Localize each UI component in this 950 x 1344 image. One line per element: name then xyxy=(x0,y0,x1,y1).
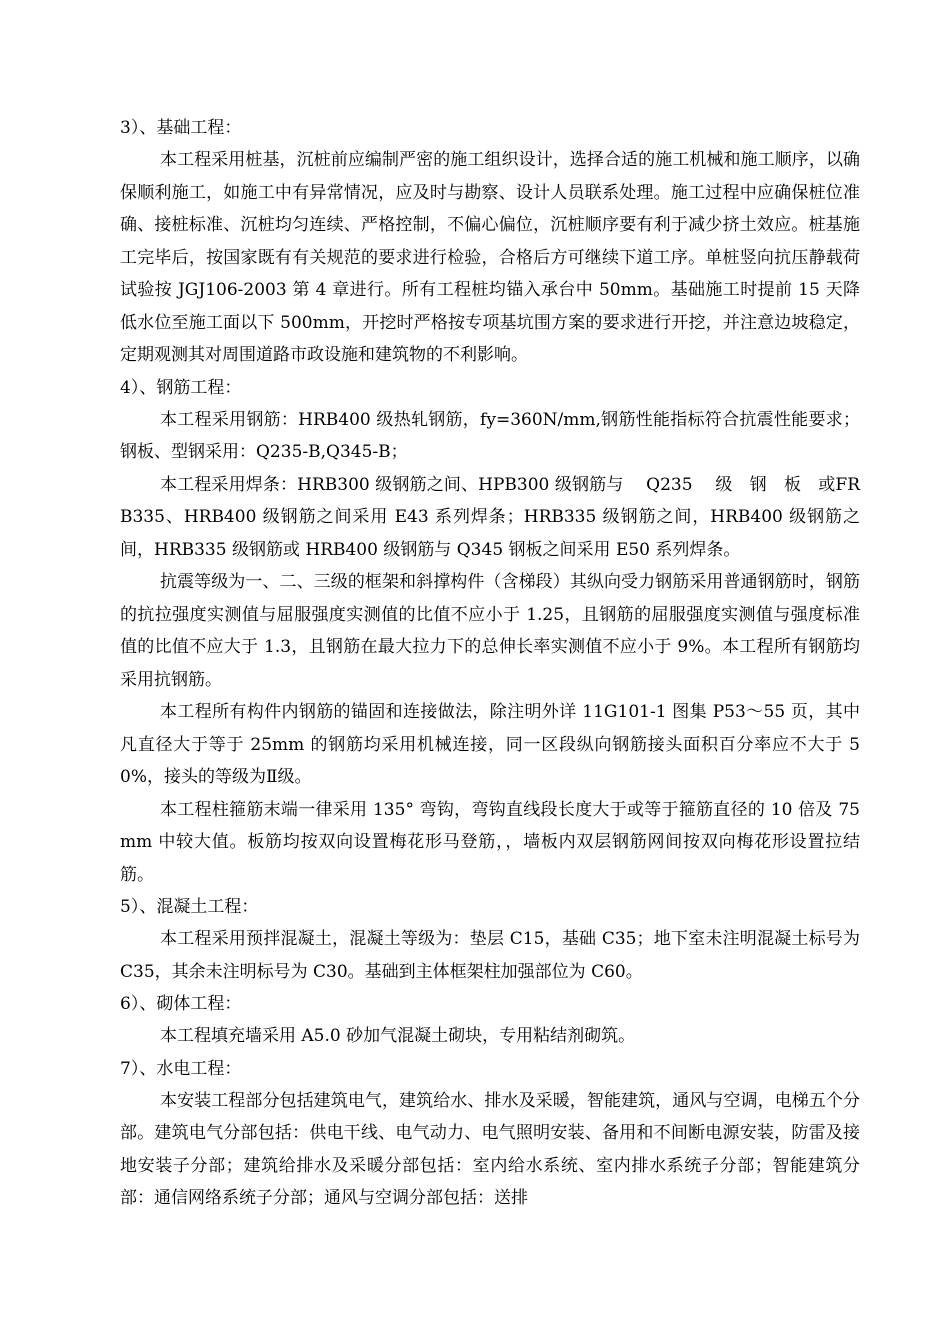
section-heading-mep: 7）、水电工程： xyxy=(120,1058,242,1079)
paragraph: 本工程采用钢筋：HRB400 级热轧钢筋，fy=360N/mm,钢筋性能指标符合抗震性能要求；钢板、型钢采用：Q235-B,Q345-B； xyxy=(120,409,860,462)
paragraph: 本安装工程部分包括建筑电气，建筑给水、排水及采暖，智能建筑，通风与空调，电梯五个分部。建筑电气分部包括：供电干线、电气动力、电气照明安装、备用和不间断电源安装，防雷及接地安装子分部；建筑给排水及采暖分部包括：室内给水系统、室内排水系统子分部；智能建筑分部：通信网络系统子分部；通风与空调分部包括：送排 xyxy=(120,1090,860,1208)
paragraph: 本工程采用桩基，沉桩前应编制严密的施工组织设计，选择合适的施工机械和施工顺序，以确保顺利施工，如施工中有异常情况，应及时与勘察、设计人员联系处理。施工过程中应确保桩位准确、接桩标准、沉桩均匀连续、严格控制，不偏心偏位，沉桩顺序要有利于减少挤土效应。桩基施工完毕后，按国家既有有关规范的要求进行检验，合格后方可继续下道工序。单桩竖向抗压静载荷试验按 JGJ106-2003 第 4 章进行。所有工程桩均锚入承台中 50mm。基础施工时提前 15 天降低水位至施工面以下 500mm，开挖时严格按专项基坑围方案的要求进行开挖，并注意边坡稳定，定期观测其对周围道路市政设施和建筑物的不利影响。 xyxy=(120,150,860,365)
paragraph: 本工程采用焊条：HRB300 级钢筋之间、HPB300 级钢筋与 Q235 级 钢 板 或FRB335、HRB400 级钢筋之间采用 E43 系列焊条；HRB335 级钢筋之间，HRB400 级钢筋之间，HRB335 级钢筋或 HRB400 级钢筋与 Q345 钢板之间采用 E50 系列焊条。 xyxy=(120,474,860,560)
section-heading-rebar: 4）、钢筋工程： xyxy=(120,377,242,398)
paragraph: 本工程采用预拌混凝土，混凝土等级为：垫层 C15，基础 C35；地下室未注明混凝土标号为 C35，其余未注明标号为 C30。基础到主体框架柱加强部位为 C60。 xyxy=(120,929,860,982)
section-heading-foundation: 3）、基础工程： xyxy=(120,118,242,138)
paragraph: 本工程柱箍筋末端一律采用 135° 弯钩，弯钩直线段长度大于或等于箍筋直径的 10 倍及 75mm 中较大值。板筋均按双向设置梅花形马登筋，，墙板内双层钢筋网间按双向梅花形设置拉结筋。 xyxy=(120,799,860,885)
paragraph: 抗震等级为一、二、三级的框架和斜撑构件（含梯段）其纵向受力钢筋采用普通钢筋时，钢筋的抗拉强度实测值与屈服强度实测值的比值不应小于 1.25，且钢筋的屈服强度实测值与强度标准值的比值不应大于 1.3，且钢筋在最大拉力下的总伸长率实测值不应小于 9%。本工程所有钢筋均采用抗钢筋。 xyxy=(120,572,860,690)
document-page xyxy=(120,112,860,1215)
paragraph: 本工程所有构件内钢筋的锚固和连接做法，除注明外详 11G101-1 图集 P53～55 页，其中凡直径大于等于 25mm 的钢筋均采用机械连接，同一区段纵向钢筋接头面积百分率应不大于 50%，接头的等级为Ⅱ级。 xyxy=(120,702,860,787)
paragraph: 本工程填充墙采用 A5.0 砂加气混凝土砌块，专用粘结剂砌筑。 xyxy=(160,1026,636,1046)
section-heading-concrete: 5）、混凝土工程： xyxy=(120,897,259,917)
section-heading-masonry: 6）、砌体工程： xyxy=(120,994,242,1014)
